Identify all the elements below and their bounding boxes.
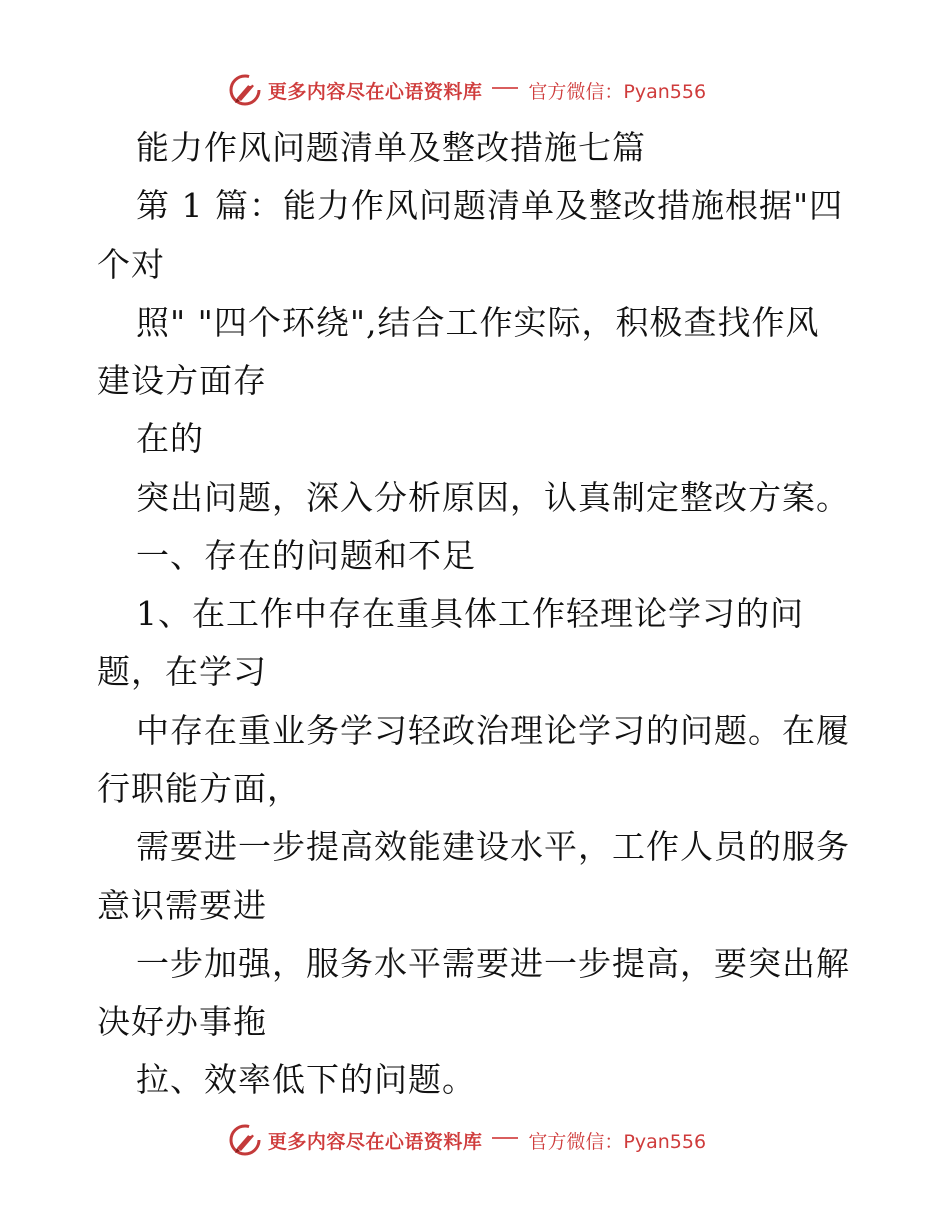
header-watermark-dash	[492, 87, 518, 89]
paragraph-line: 意识需要进	[97, 886, 267, 925]
paragraph-line: 第 1 篇：能力作风问题清单及整改措施根据"四	[136, 186, 844, 225]
footer-watermark	[0, 1120, 950, 1160]
header-watermark-contact: 官方微信：Pyan556	[528, 80, 707, 103]
paragraph-line: 突出问题，深入分析原因，认真制定整改方案。	[136, 478, 850, 517]
paragraph-line: 建设方面存	[97, 361, 267, 400]
paragraph-line: 题，在学习	[97, 652, 267, 691]
footer-watermark-inner	[228, 1123, 706, 1157]
paragraph-line: 中存在重业务学习轻政治理论学习的问题。在履	[136, 711, 850, 750]
footer-watermark-contact: 官方微信：Pyan556	[528, 1130, 707, 1153]
paragraph-line: 拉、效率低下的问题。	[136, 1060, 476, 1099]
pen-swirl-logo-icon	[228, 1123, 262, 1157]
paragraph-line: 照" "四个环绕",结合工作实际，积极查找作风	[136, 303, 820, 342]
paragraph-line: 决好办事拖	[97, 1002, 267, 1041]
header-watermark	[0, 70, 950, 110]
header-watermark-text: 更多内容尽在心语资料库	[267, 80, 483, 103]
paragraph-line: 需要进一步提高效能建设水平，工作人员的服务	[136, 827, 850, 866]
section-heading: 一、存在的问题和不足	[136, 536, 476, 575]
paragraph-line: 个对	[97, 245, 165, 284]
paragraph-line: 在的	[136, 419, 204, 458]
document-title: 能力作风问题清单及整改措施七篇	[136, 128, 646, 167]
pen-swirl-logo-icon	[228, 73, 262, 107]
footer-watermark-dash	[492, 1137, 518, 1139]
paragraph-line: 一步加强，服务水平需要进一步提高，要突出解	[136, 944, 850, 983]
footer-watermark-text: 更多内容尽在心语资料库	[267, 1130, 483, 1153]
paragraph-line: 1、在工作中存在重具体工作轻理论学习的问	[136, 594, 804, 633]
paragraph-line: 行职能方面，	[97, 769, 301, 808]
header-watermark-inner	[228, 73, 706, 107]
